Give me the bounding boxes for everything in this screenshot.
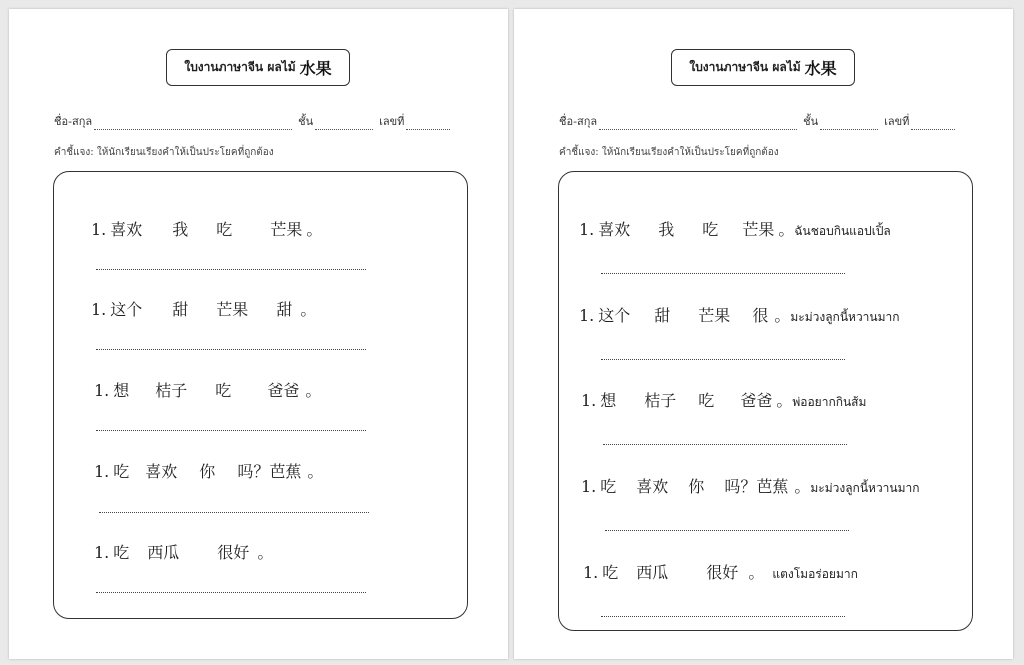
- question-sentence: [583, 560, 858, 584]
- question-number: 1.: [94, 462, 110, 481]
- instruction: คำชี้แจง: ให้นักเรียนเรียงคำให้เป็นประโยคที่ถูกต้อง: [559, 147, 779, 158]
- word: 吃: [215, 381, 232, 400]
- name-label: ชื่อ-สกุล: [54, 115, 93, 128]
- answer-thai: มะม่วงลูกนี้หวานมาก: [790, 310, 900, 324]
- answer-line: [601, 616, 845, 617]
- word: 甜: [654, 306, 671, 325]
- period: 。: [776, 391, 793, 410]
- answer-line: [601, 359, 845, 360]
- student-info-row: [559, 112, 971, 130]
- answer-line: [601, 273, 845, 274]
- question-number: 1.: [581, 477, 597, 496]
- word: 这个: [110, 300, 143, 319]
- number-blank: [406, 119, 450, 130]
- period: 。: [306, 220, 323, 239]
- name-blank: [94, 119, 292, 130]
- number-label: เลขที่: [884, 115, 910, 128]
- answer-line: [99, 512, 369, 513]
- question-sentence: [581, 474, 920, 498]
- class-label: ชั้น: [803, 115, 819, 128]
- period: 。: [300, 300, 317, 319]
- class-blank: [820, 119, 878, 130]
- word: 很好: [217, 543, 250, 562]
- question-number: 1.: [583, 563, 599, 582]
- word: 喜欢: [598, 220, 631, 239]
- word: 吃: [113, 462, 130, 481]
- period: 。: [778, 220, 795, 239]
- question-sentence: [579, 217, 891, 241]
- question-number: 1.: [91, 220, 107, 239]
- word: 爸爸: [267, 381, 300, 400]
- word: 芒果: [742, 220, 775, 239]
- word: 我: [172, 220, 189, 239]
- question-number: 1.: [579, 306, 595, 325]
- worksheet-page-left: [9, 9, 508, 659]
- word: 芒果: [216, 300, 249, 319]
- name-label: ชื่อ-สกุล: [559, 115, 598, 128]
- number-blank: [911, 119, 955, 130]
- title-thai: ใบงานภาษาจีน ผลไม้: [184, 60, 296, 74]
- question-sentence: [91, 217, 322, 240]
- word: 芒果: [270, 220, 303, 239]
- word: 甜: [172, 300, 189, 319]
- question-frame: [53, 171, 468, 619]
- title-thai: ใบงานภาษาจีน ผลไม้: [689, 60, 801, 74]
- worksheet-page-right: [514, 9, 1013, 659]
- word: 你: [688, 477, 705, 496]
- answer-line: [96, 592, 366, 593]
- period: 。: [305, 381, 322, 400]
- class-blank: [315, 119, 373, 130]
- answer-thai: มะม่วงลูกนี้หวานมาก: [810, 481, 920, 495]
- answer-thai: แตงโมอร่อยมาก: [772, 567, 858, 581]
- word: 想: [600, 391, 617, 410]
- period: 。: [774, 306, 791, 325]
- question-number: 1.: [579, 220, 595, 239]
- answer-line: [96, 269, 366, 270]
- period: 。: [307, 462, 324, 481]
- word: 吗？芭蕉: [237, 462, 302, 481]
- word: 很: [752, 306, 769, 325]
- answer-thai: พ่ออยากกินส้ม: [792, 395, 867, 409]
- word: 吃: [113, 543, 130, 562]
- word: 喜欢: [636, 477, 669, 496]
- word: 西瓜: [636, 563, 669, 582]
- answer-line: [603, 444, 847, 445]
- question-frame: [558, 171, 973, 631]
- worksheet-title: [166, 49, 350, 86]
- word: 喜欢: [110, 220, 143, 239]
- class-label: ชั้น: [298, 115, 314, 128]
- question-sentence: [581, 388, 866, 412]
- question-sentence: [94, 459, 323, 482]
- question-sentence: [94, 378, 321, 401]
- word: 芒果: [698, 306, 731, 325]
- question-sentence: [579, 303, 900, 327]
- worksheet-title: [671, 49, 855, 86]
- question-sentence: [94, 540, 273, 563]
- answer-line: [96, 349, 366, 350]
- answer-line: [96, 430, 366, 431]
- word: 西瓜: [147, 543, 180, 562]
- title-chinese: 水果: [804, 59, 837, 78]
- number-label: เลขที่: [379, 115, 405, 128]
- word: 甜: [276, 300, 293, 319]
- question-number: 1.: [94, 381, 110, 400]
- answer-thai: ฉันชอบกินแอปเปิ้ล: [794, 224, 891, 238]
- word: 想: [113, 381, 130, 400]
- answer-line: [605, 530, 849, 531]
- word: 吃: [602, 563, 619, 582]
- question-sentence: [91, 297, 316, 320]
- word: 很好: [706, 563, 739, 582]
- word: 我: [658, 220, 675, 239]
- student-info-row: [54, 112, 466, 130]
- word: 吃: [702, 220, 719, 239]
- word: 吃: [600, 477, 617, 496]
- word: 吗？芭蕉: [724, 477, 789, 496]
- title-chinese: 水果: [299, 59, 332, 78]
- word: 爸爸: [740, 391, 773, 410]
- question-number: 1.: [94, 543, 110, 562]
- word: 这个: [598, 306, 631, 325]
- word: 桔子: [155, 381, 188, 400]
- word: 桔子: [644, 391, 677, 410]
- question-number: 1.: [581, 391, 597, 410]
- word: 喜欢: [145, 462, 178, 481]
- period: 。: [794, 477, 811, 496]
- period: 。: [748, 563, 765, 582]
- word: 吃: [216, 220, 233, 239]
- question-number: 1.: [91, 300, 107, 319]
- instruction: คำชี้แจง: ให้นักเรียนเรียงคำให้เป็นประโยคที่ถูกต้อง: [54, 147, 274, 158]
- word: 你: [199, 462, 216, 481]
- period: 。: [257, 543, 274, 562]
- word: 吃: [698, 391, 715, 410]
- name-blank: [599, 119, 797, 130]
